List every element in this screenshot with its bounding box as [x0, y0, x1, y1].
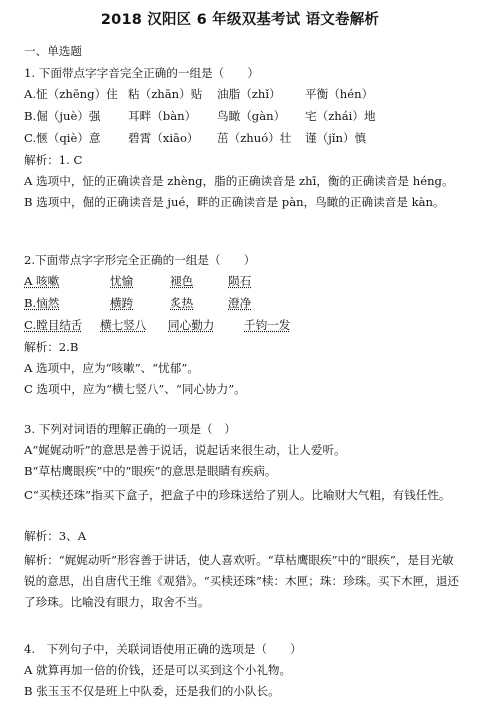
- q2-stem: 2.下面带点字字形完全正确的一组是（ ）: [24, 253, 256, 267]
- q3-stem: 3. 下列对词语的理解正确的一项是（ ）: [24, 422, 236, 436]
- q2-option-a: [24, 274, 462, 289]
- q1-c-item: 碧霄（xiāo）: [128, 131, 199, 145]
- q1-b-item: B.倔（juè）强: [24, 109, 101, 123]
- q4-stem: 4. 下列句子中，关联词语使用正确的选项是（ ）: [24, 642, 302, 656]
- q2-c-item: C.瞠目结舌: [24, 318, 83, 332]
- q1-explanation: B 选项中，倔的正确读音是 jué，畔的正确读音是 pàn，鸟瞰的正确读音是 kàn。: [24, 195, 445, 209]
- q1-a-item: 油脂（zhǐ）: [217, 87, 281, 101]
- q1-option-a: [24, 87, 462, 102]
- q1-answer: 解析：1. C: [24, 153, 83, 167]
- q2-explanation: A 选项中，应为“咳嗽”、“忧郁”。: [24, 361, 199, 375]
- q3-explanation: 解析：“娓娓动听”形容善于讲话，使人喜欢听。“草枯鹰眼疾”中的“眼疾”，是目光敏锐的意思，出自唐代王维《观猎》。“买椟还珠”椟：木匣；珠：珍珠。买下木匣，退还了珍珠。比喻没有眼力，取舍不当。: [24, 553, 460, 609]
- q2-option-b: [24, 296, 462, 311]
- q4-option-a: A 就算再加一倍的价钱，还是可以买到这个小礼物。: [24, 663, 292, 677]
- q3-option-c: C“买椟还珠”指买下盒子，把盒子中的珍珠送给了别人。比喻财大气粗，有钱任性。: [24, 488, 451, 502]
- q2-a-item: 忧愉: [110, 274, 134, 288]
- q3-option-b: B“草枯鹰眼疾”中的“眼疾”的意思是眼睛有疾病。: [24, 464, 277, 478]
- q2-explanation: C 选项中，应为“横七竖八”、“同心协力”。: [24, 382, 246, 396]
- q2-b-item: 澄净: [228, 296, 252, 310]
- q1-option-b: [24, 109, 462, 124]
- q1-c-item: C.惬（qiè）意: [24, 131, 101, 145]
- q1-b-item: 宅（zhái）地: [305, 109, 376, 123]
- section-heading: 一、单选题: [24, 44, 82, 58]
- q3-answer: 解析：3、A: [24, 529, 87, 543]
- q2-c-item: 同心勤力: [168, 318, 215, 332]
- q1-c-item: 谨（jǐn）慎: [305, 131, 367, 145]
- q3-option-a: A“娓娓动听”的意思是善于说话，说起话来很生动，让人爱听。: [24, 443, 346, 457]
- q2-a-item: 陨石: [228, 274, 252, 288]
- q2-a-item: 褪色: [170, 274, 194, 288]
- document-title: 2018 汉阳区 6 年级双基考试 语文卷解析: [100, 12, 380, 28]
- q4-option-b: B 张玉玉不仅是班上中队委，还是我们的小队长。: [24, 684, 280, 698]
- q1-b-item: 鸟瞰（gàn）: [217, 109, 286, 123]
- q2-b-item: B.恼然: [24, 296, 60, 310]
- q2-c-item: 千钧一发: [244, 318, 291, 332]
- q1-stem: 1. 下面带点字字音完全正确的一组是（ ）: [24, 66, 260, 80]
- q1-a-item: 粘（zhān）贴: [128, 87, 203, 101]
- q2-option-c: [24, 318, 462, 333]
- q1-b-item: 耳畔（bàn）: [128, 109, 197, 123]
- q2-c-item: 横七竖八: [100, 318, 147, 332]
- q2-b-item: 炙热: [170, 296, 194, 310]
- q1-c-item: 茁（zhuó）壮: [217, 131, 292, 145]
- q2-b-item: 横跨: [110, 296, 134, 310]
- q1-a-item: A.怔（zhēng）住: [24, 87, 118, 101]
- q1-option-c: [24, 131, 462, 146]
- q1-explanation: A 选项中，怔的正确读音是 zhèng，脂的正确读音是 zhī，衡的正确读音是 héng。: [24, 174, 454, 188]
- q2-a-item: A 咳嗽: [24, 274, 60, 288]
- q1-a-item: 平衡（hén）: [305, 87, 374, 101]
- q2-answer: 解析：2.B: [24, 340, 79, 354]
